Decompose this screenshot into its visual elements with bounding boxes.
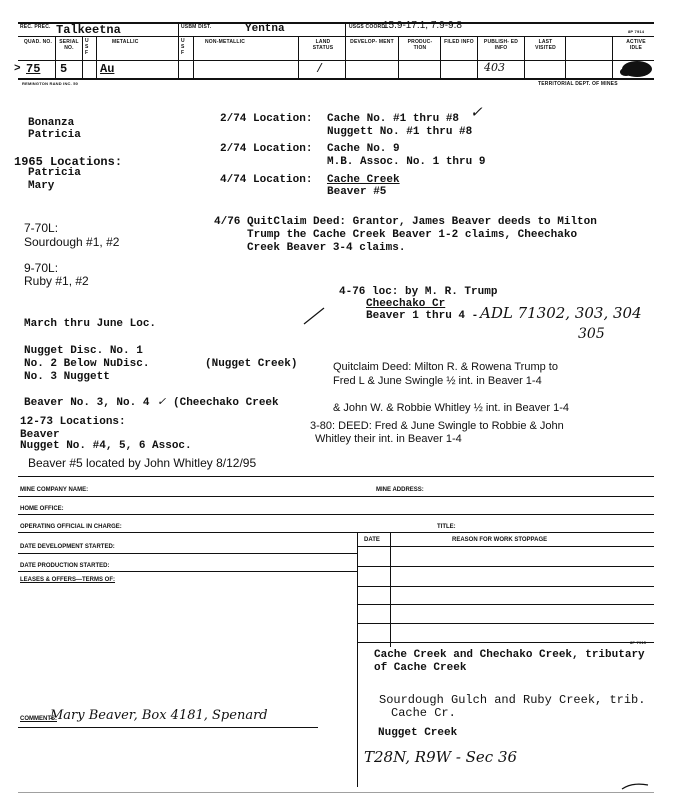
locations-1965-mary: Mary <box>28 180 55 192</box>
header-footer-left: REMINGTON RAND INC. 50 <box>22 81 79 86</box>
quitclaim1-line1: 4/76 QuitClaim Deed: Grantor, James Beaver deeds to Milton <box>214 216 597 228</box>
form-row-line <box>18 496 654 497</box>
nugget-creek-label: (Nugget Creek) <box>205 358 298 370</box>
header-divider <box>612 36 613 78</box>
loc2-cache: Cache No. 9 <box>327 143 400 155</box>
check-mark-icon: ✓ <box>470 103 483 121</box>
tributary-line4: Cache Cr. <box>391 706 456 720</box>
loc3-cache-creek: Cache Creek <box>327 174 400 186</box>
no3-nuggett: No. 3 Nuggett <box>24 371 110 383</box>
quad-value: 75 <box>26 62 41 76</box>
header-divider <box>193 36 194 78</box>
col-serial-no: SERIAL NO. <box>59 39 79 51</box>
tributary-line1: Cache Creek and Chechako Creek, tributary <box>374 649 645 661</box>
header-divider <box>440 36 441 78</box>
beaver-3-4: Beaver No. 3, No. 4 <box>24 397 150 409</box>
deed380-line2: Whitley their int. in Beaver 1-4 <box>315 433 462 445</box>
col-usf: U S F <box>85 38 89 56</box>
rec-prec-value: Talkeetna <box>56 23 121 37</box>
form-row-line <box>18 571 357 572</box>
loc1-cache: Cache No. #1 thru #8 <box>327 113 460 125</box>
loc-970-value: Ruby #1, #2 <box>24 274 89 288</box>
header-divider <box>477 36 478 78</box>
comments-handwriting: Mary Beaver, Box 4181, Spenard <box>50 708 268 723</box>
header-divider <box>565 36 566 78</box>
stoppage-row-line <box>357 642 654 643</box>
stoppage-table-border <box>357 532 358 647</box>
col-usf-2: U S F <box>181 38 185 56</box>
form-top-border <box>18 476 654 477</box>
header-divider <box>96 36 97 78</box>
note-bonanza: Bonanza <box>28 117 75 129</box>
usgs-coord-label: USGS COORD. <box>349 24 387 30</box>
col-quad-no: QUAD. NO. <box>23 39 53 45</box>
col-published-info: PUBLISH- ED INFO <box>483 39 519 51</box>
col-development: DEVELOP- MENT <box>350 39 394 45</box>
tributary-line3: Sourdough Gulch and Ruby Creek, trib. <box>379 693 646 707</box>
col-land-status: LAND STATUS <box>312 39 334 51</box>
form-row-line <box>18 514 654 515</box>
loc2-date: 2/74 Location: <box>220 143 313 155</box>
beaver5-located: Beaver #5 located by John Whitley 8/12/95 <box>28 456 257 470</box>
header-footer-right: TERRITORIAL DEPT. OF MINES <box>538 81 618 87</box>
usbm-dist-value: Yentna <box>245 23 285 35</box>
nugget-disc: Nugget Disc. No. 1 <box>24 345 143 357</box>
quitclaim2-line2: Fred L & June Swingle ½ int. in Beaver 1-4 <box>333 375 542 387</box>
rec-prec-label: REC. PREC. <box>20 24 51 30</box>
quitclaim2-line1: Quitclaim Deed: Milton R. & Rowena Trump to <box>333 361 558 373</box>
usbm-dist-label: USBM DIST. <box>181 24 212 30</box>
header-divider <box>178 22 179 78</box>
stoppage-row-line <box>357 566 654 567</box>
loc-1273-nugget: Nugget No. #4, 5, 6 Assoc. <box>20 440 192 452</box>
col-filed-info: FILED INFO <box>444 39 474 45</box>
loc1-nuggett: Nuggett No. #1 thru #8 <box>327 126 473 138</box>
loc476-beaver: Beaver 1 thru 4 - <box>366 310 479 322</box>
serial-value: 5 <box>60 62 68 76</box>
loc-770-value: Sourdough #1, #2 <box>24 235 120 249</box>
form-row-line <box>18 532 654 533</box>
stoppage-row-line <box>357 623 654 624</box>
comments-label: COMMENTS: <box>20 716 57 722</box>
scribble-mark-icon <box>620 780 650 792</box>
quitclaim1-line3: Creek Beaver 3-4 claims. <box>247 242 406 254</box>
loc-770-title: 7-70L: <box>24 221 59 235</box>
col-production: PRODUC- TION <box>407 39 433 51</box>
march-june-loc: March thru June Loc. <box>24 318 157 330</box>
loc-970-title: 9-70L: <box>24 261 59 275</box>
township-handwriting: T28N, R9W - Sec 36 <box>364 748 518 766</box>
stoppage-row-line <box>357 546 654 547</box>
header-divider <box>345 22 346 78</box>
land-status-value: / <box>316 62 324 76</box>
col-non-metallic: NON-METALLIC <box>205 39 246 45</box>
quitclaim2-line3: & John W. & Robbie Whitley ½ int. in Beaver 1-4 <box>333 402 570 414</box>
form-bottom-border <box>18 792 654 793</box>
loc476-title: 4-76 loc: by M. R. Trump <box>339 286 498 298</box>
check-mark-icon: ✓ <box>157 395 167 408</box>
leases-offers-label: LEASES & OFFERS—TERMS OF: <box>20 577 116 583</box>
col-metallic: METALLIC <box>112 39 139 45</box>
deed380-line1: 3-80: DEED: Fred & June Swingle to Robbie & John <box>310 420 564 432</box>
mine-address-label: MINE ADDRESS: <box>376 487 424 493</box>
loc2-mb-assoc: M.B. Assoc. No. 1 thru 9 <box>327 156 486 168</box>
usgs-coord-value: 15.9-17.1, 7.9-9.8 <box>383 20 462 31</box>
note-patricia: Patricia <box>28 129 81 141</box>
reason-column-label: REASON FOR WORK STOPPAGE <box>452 537 548 543</box>
adl-handwriting-2: 305 <box>578 326 605 342</box>
col-last-visited: LAST VISITED <box>535 39 556 51</box>
stoppage-row-line <box>357 604 654 605</box>
header-divider <box>524 36 525 78</box>
stoppage-table-border <box>390 532 391 647</box>
header-divider <box>298 36 299 78</box>
no2-below: No. 2 Below NuDisc. <box>24 358 150 370</box>
header-bottom-border <box>18 78 654 80</box>
form-number-bottom: 8P 7915 <box>630 640 647 645</box>
stoppage-row-line <box>357 586 654 587</box>
header-divider <box>82 36 83 78</box>
slash-mark-icon <box>302 304 328 326</box>
ink-blot-icon <box>618 58 656 80</box>
loc3-beaver5: Beaver #5 <box>327 186 387 198</box>
operating-official-label: OPERATING OFFICIAL IN CHARGE: <box>20 524 122 530</box>
published-info-value: 403 <box>484 61 505 74</box>
date-production-label: DATE PRODUCTION STARTED: <box>20 563 110 569</box>
loc1-date: 2/74 Location: <box>220 113 313 125</box>
cheechako-creek-label: (Cheechako Creek <box>173 397 279 409</box>
comments-line <box>18 727 318 728</box>
loc-1273-title: 12-73 Locations: <box>20 416 126 428</box>
loc476-cheechako: Cheechako Cr <box>366 298 446 310</box>
title-label: TITLE: <box>437 524 456 530</box>
col-active-idle: ACTIVE IDLE <box>626 39 646 51</box>
header-divider <box>398 36 399 78</box>
quitclaim1-line2: Trump the Cache Creek Beaver 1-2 claims, Cheechako <box>247 229 578 241</box>
tributary-line2: of Cache Creek <box>374 662 467 674</box>
loc3-date: 4/74 Location: <box>220 174 313 186</box>
adl-handwriting: ADL 71302, 303, 304 <box>480 304 642 322</box>
form-number-top: 8P 7914 <box>628 29 645 34</box>
header-row2-border <box>18 60 654 61</box>
bottom-divider <box>357 647 358 787</box>
date-column-label: DATE <box>364 537 380 543</box>
home-office-label: HOME OFFICE: <box>20 506 64 512</box>
metallic-value: Au <box>100 62 115 76</box>
locations-1965-patricia: Patricia <box>28 167 81 179</box>
mine-company-name-label: MINE COMPANY NAME: <box>20 487 89 493</box>
date-development-label: DATE DEVELOPMENT STARTED: <box>20 544 115 550</box>
arrow-mark-icon: > <box>14 63 21 75</box>
nugget-creek-trib: Nugget Creek <box>378 727 458 739</box>
locations-1965-title: 1965 Locations: <box>14 155 123 169</box>
loc-1273-beaver: Beaver <box>20 429 60 441</box>
form-row-line <box>18 553 357 554</box>
